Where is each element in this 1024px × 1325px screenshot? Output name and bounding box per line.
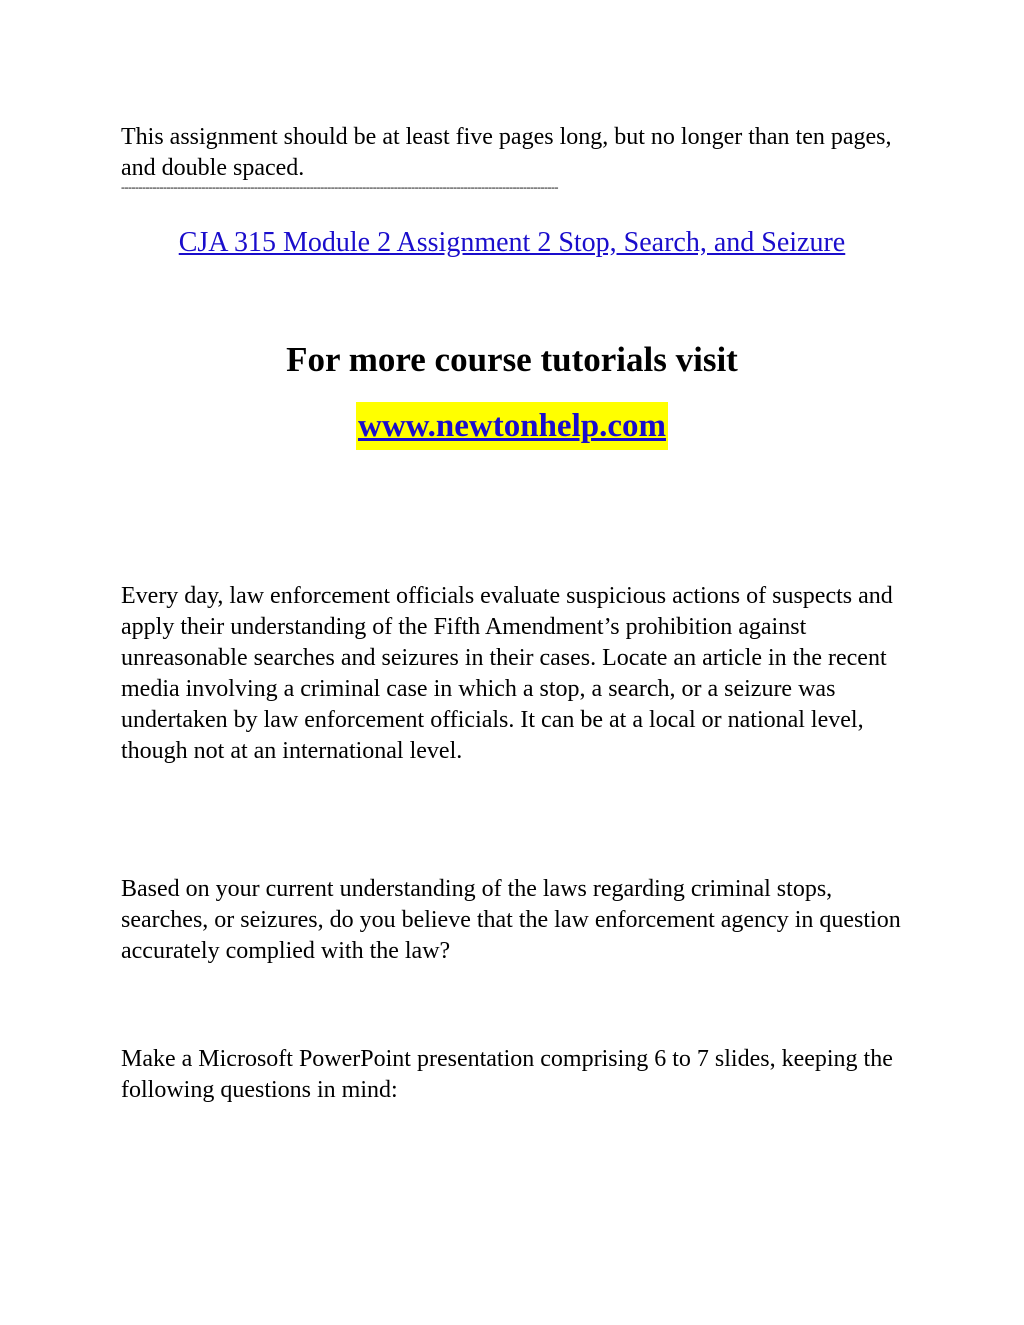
body-paragraph-2: Based on your current understanding of the laws regarding criminal stops, searches, or seizures, do you believe that the law enforcement agency in question accurately complied with the law? bbox=[121, 876, 901, 964]
assignment-title-link[interactable]: CJA 315 Module 2 Assignment 2 Stop, Search, and Seizure bbox=[178, 227, 846, 258]
body-paragraph-1: Every day, law enforcement officials evaluate suspicious actions of suspects and apply their understanding of the Fifth Amendment’s prohibition against unreasonable searches and seizures in their cases. Locate an article in the recent media involving a criminal case in which a stop, a search, or a seizure was undertaken by law enforcement officials. It can be at a local or national level, though not at an international level. bbox=[121, 583, 893, 764]
website-link[interactable]: www.newtonhelp.com bbox=[356, 402, 668, 450]
intro-paragraph: This assignment should be at least five pages long, but no longer than ten pages, and double spaced. bbox=[121, 124, 892, 181]
title-link-container bbox=[0, 226, 1024, 260]
dashed-separator: ----------------------------------------------------------------------------------------------------------------------------- bbox=[121, 180, 559, 194]
promo-heading: For more course tutorials visit bbox=[286, 340, 738, 379]
site-link-container bbox=[0, 402, 1024, 450]
body-paragraph-3: Make a Microsoft PowerPoint presentation comprising 6 to 7 slides, keeping the following questions in mind: bbox=[121, 1046, 893, 1103]
